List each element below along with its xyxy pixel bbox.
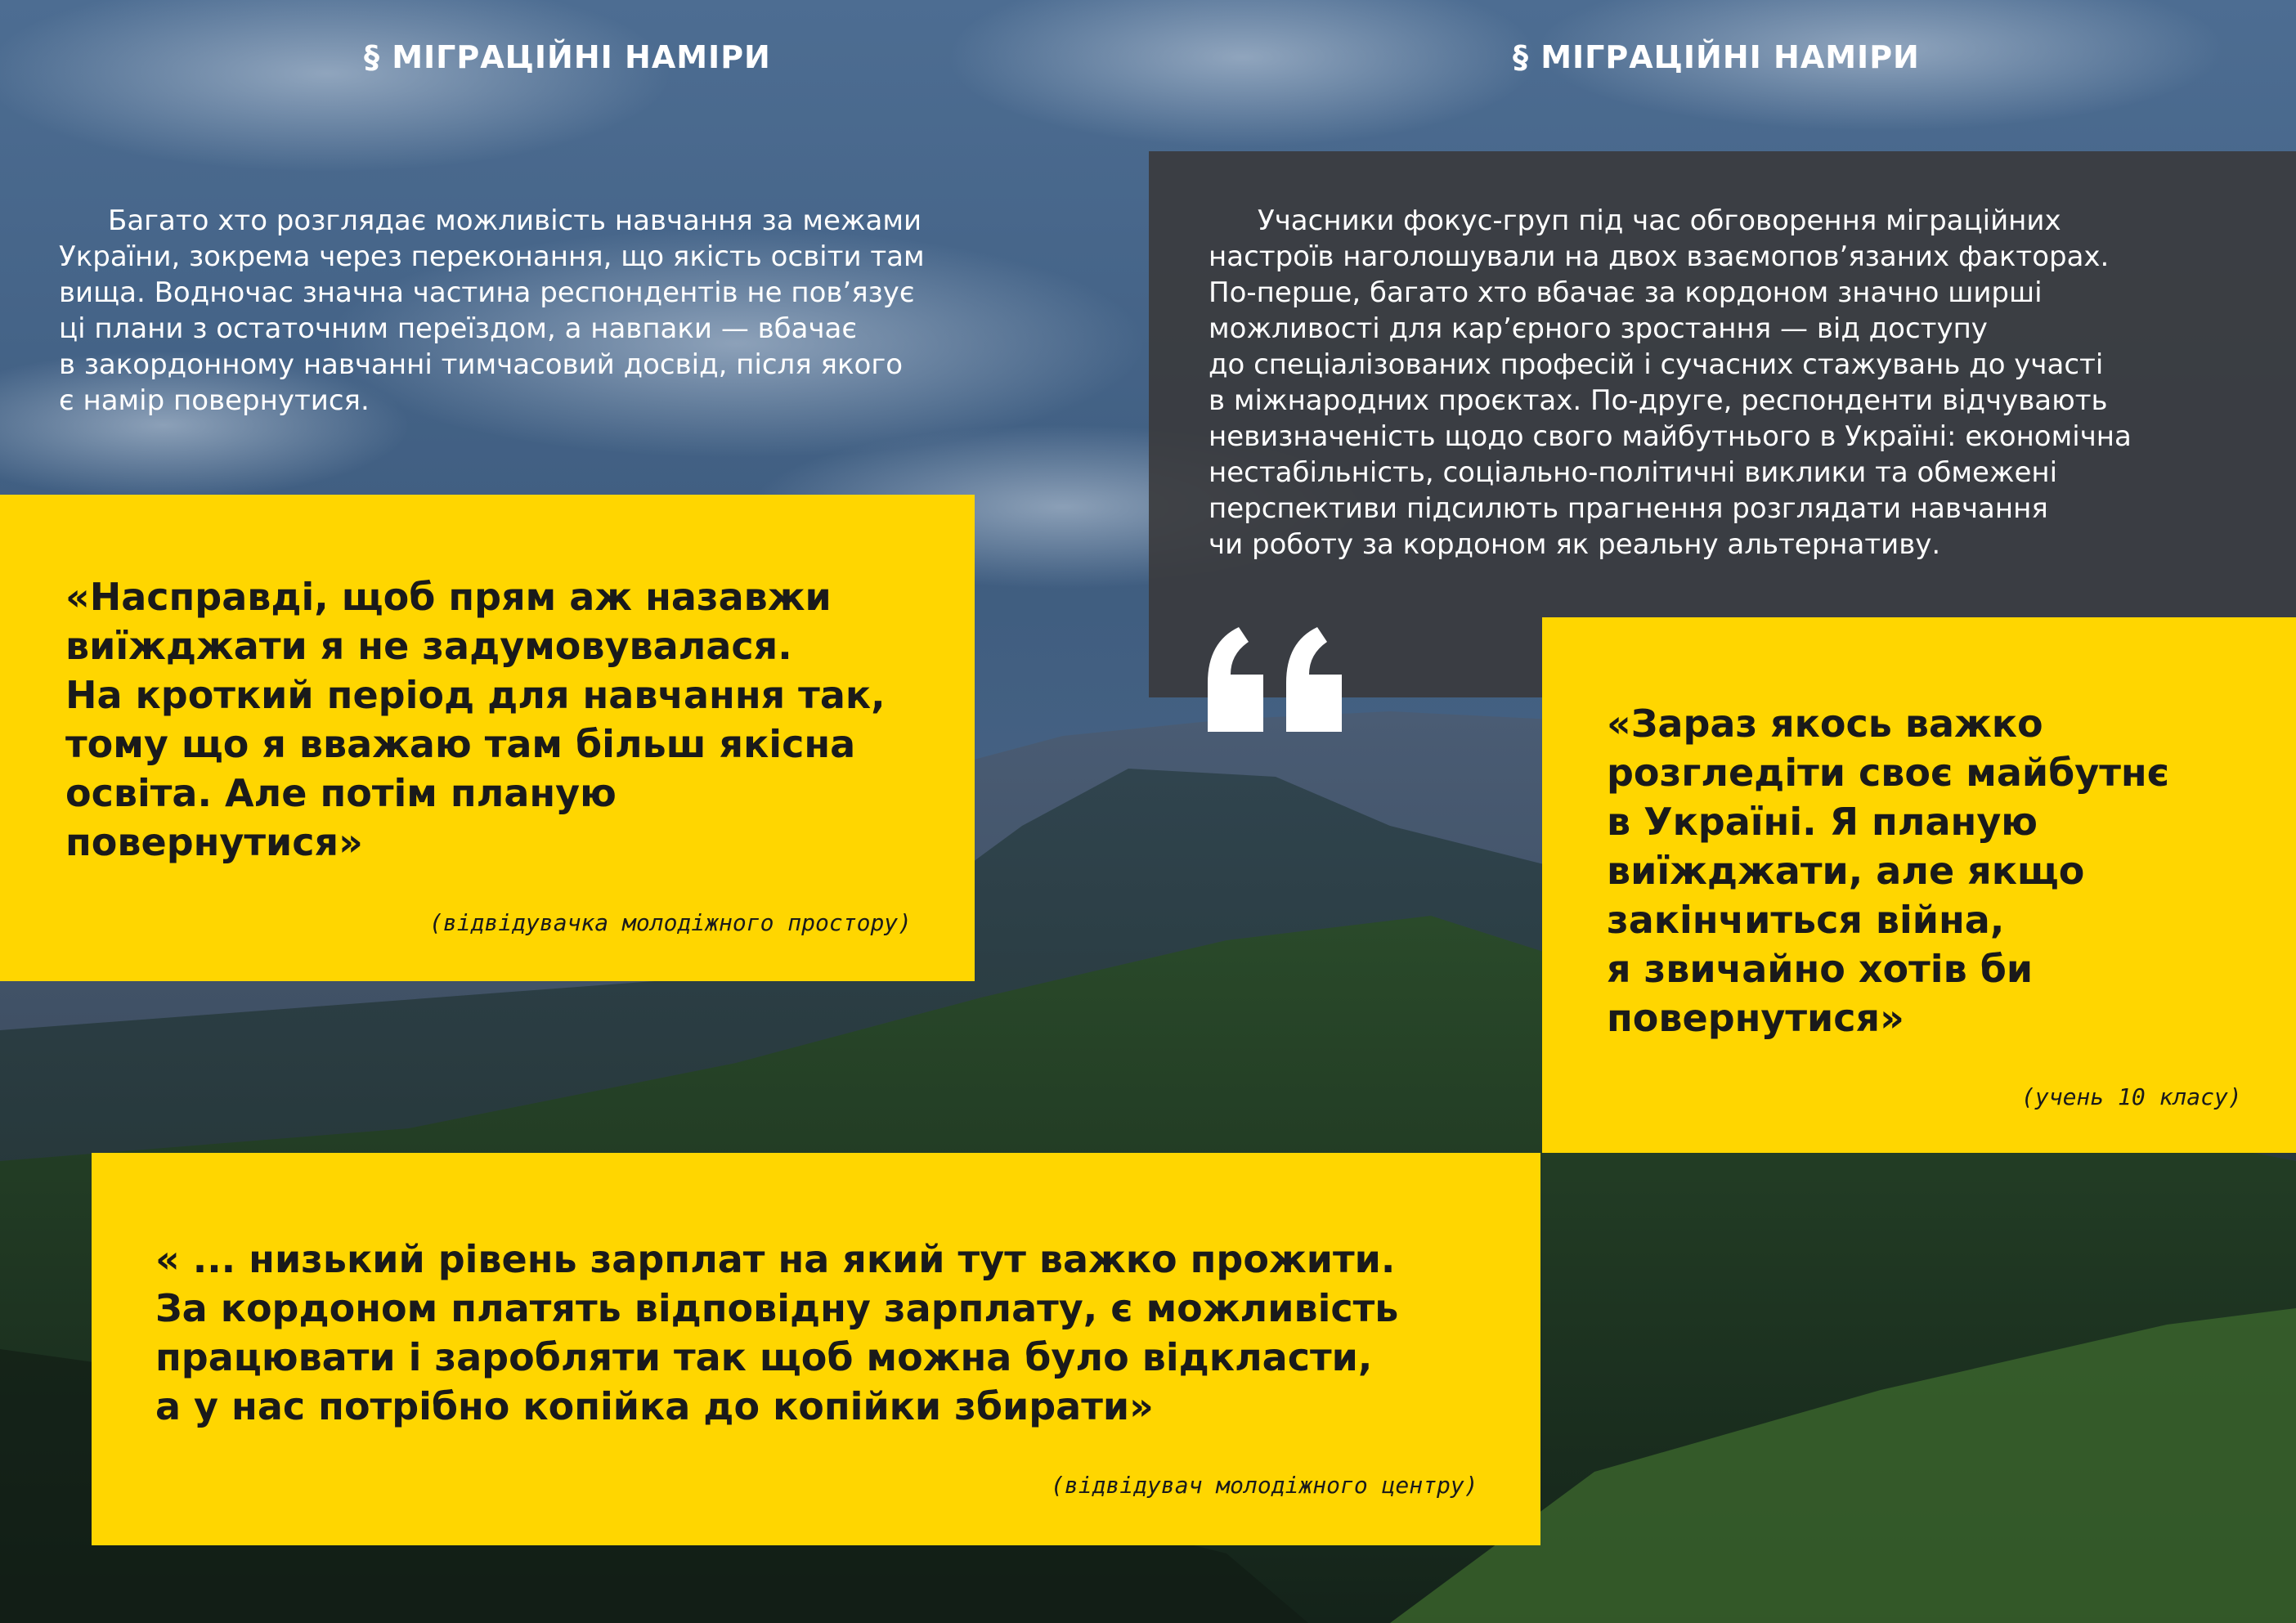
intro-paragraph: [59, 203, 1024, 419]
focus-group-line: в міжнародних проєктах. По-друге, респонденти відчувають: [1209, 384, 2108, 417]
quote-line: розгледіти своє майбутнє: [1607, 751, 2169, 795]
focus-group-line: Учасники фокус-груп під час обговорення міграційних: [1258, 204, 2061, 237]
intro-line: Багато хто розглядає можливість навчання за межами: [108, 204, 922, 237]
intro-line: є намір повернутися.: [59, 384, 370, 417]
focus-group-line: настроїв наголошували на двох взаємопов’язаних факторах.: [1209, 240, 2110, 273]
intro-line: ці плани з остаточним переїздом, а навпаки — вбачає: [59, 312, 858, 345]
quote-c-text: [155, 1235, 1398, 1431]
quote-a-attribution: (відвідувачка молодіжного простору): [429, 909, 913, 936]
focus-group-line: По-перше, багато хто вбачає за кордоном значно ширші: [1209, 276, 2043, 309]
quote-line: я звичайно хотів би: [1607, 947, 2034, 991]
quote-b-text: [1607, 699, 2169, 1042]
quotation-mark-icon: [1206, 625, 1345, 732]
quote-line: За кордоном платять відповідну зарплату, є можливість: [155, 1286, 1399, 1330]
focus-group-line: чи роботу за кордоном як реальну альтернативу.: [1209, 528, 1941, 561]
quote-line: виїжджати я не задумовувалася.: [65, 624, 792, 668]
section-heading-left: § МІГРАЦІЙНІ НАМІРИ: [364, 39, 771, 75]
quote-b-attribution: (учень 10 класу): [2021, 1083, 2242, 1110]
quote-line: закінчиться війна,: [1607, 898, 2005, 942]
quote-line: освіта. Але потім планую: [65, 771, 617, 815]
quote-line: « ... низький рівень зарплат на який тут важко прожити.: [155, 1237, 1396, 1281]
quote-c-attribution: (відвідувач молодіжного центру): [1051, 1472, 1478, 1499]
focus-group-line: нестабільність, соціально-політичні виклики та обмежені: [1209, 456, 2058, 489]
quote-line: На кроткий період для навчання так,: [65, 673, 886, 717]
quote-line: працювати і заробляти так щоб можна було відкласти,: [155, 1335, 1373, 1379]
quote-line: повернутися»: [1607, 996, 1904, 1040]
intro-line: України, зокрема через переконання, що якість освіти там: [59, 240, 925, 273]
quote-line: тому що я вважаю там більш якісна: [65, 722, 856, 766]
section-heading-right: § МІГРАЦІЙНІ НАМІРИ: [1513, 39, 1920, 75]
quotation-mark-glyph: [1206, 625, 1345, 732]
focus-group-line: невизначеність щодо свого майбутнього в Україні: економічна: [1209, 420, 2132, 453]
quote-line: а у нас потрібно копійка до копійки збирати»: [155, 1384, 1154, 1428]
focus-group-paragraph: [1209, 203, 2271, 563]
intro-line: вища. Водночас значна частина респондентів не пов’язує: [59, 276, 915, 309]
quote-line: повернутися»: [65, 820, 363, 864]
quote-line: «Зараз якось важко: [1607, 702, 2043, 746]
focus-group-line: перспективи підсилють прагнення розглядати навчання: [1209, 492, 2048, 525]
quote-line: в Україні. Я планую: [1607, 800, 2038, 844]
quote-a-text: [65, 572, 886, 867]
focus-group-line: до спеціалізованих професій і сучасних стажувань до участі: [1209, 348, 2104, 381]
quote-line: виїжджати, але якщо: [1607, 849, 2085, 893]
quote-line: «Насправді, щоб прям аж назавжи: [65, 575, 832, 619]
intro-line: в закордонному навчанні тимчасовий досвід, після якого: [59, 348, 904, 381]
focus-group-line: можливості для кар’єрного зростання — від доступу: [1209, 312, 1988, 345]
